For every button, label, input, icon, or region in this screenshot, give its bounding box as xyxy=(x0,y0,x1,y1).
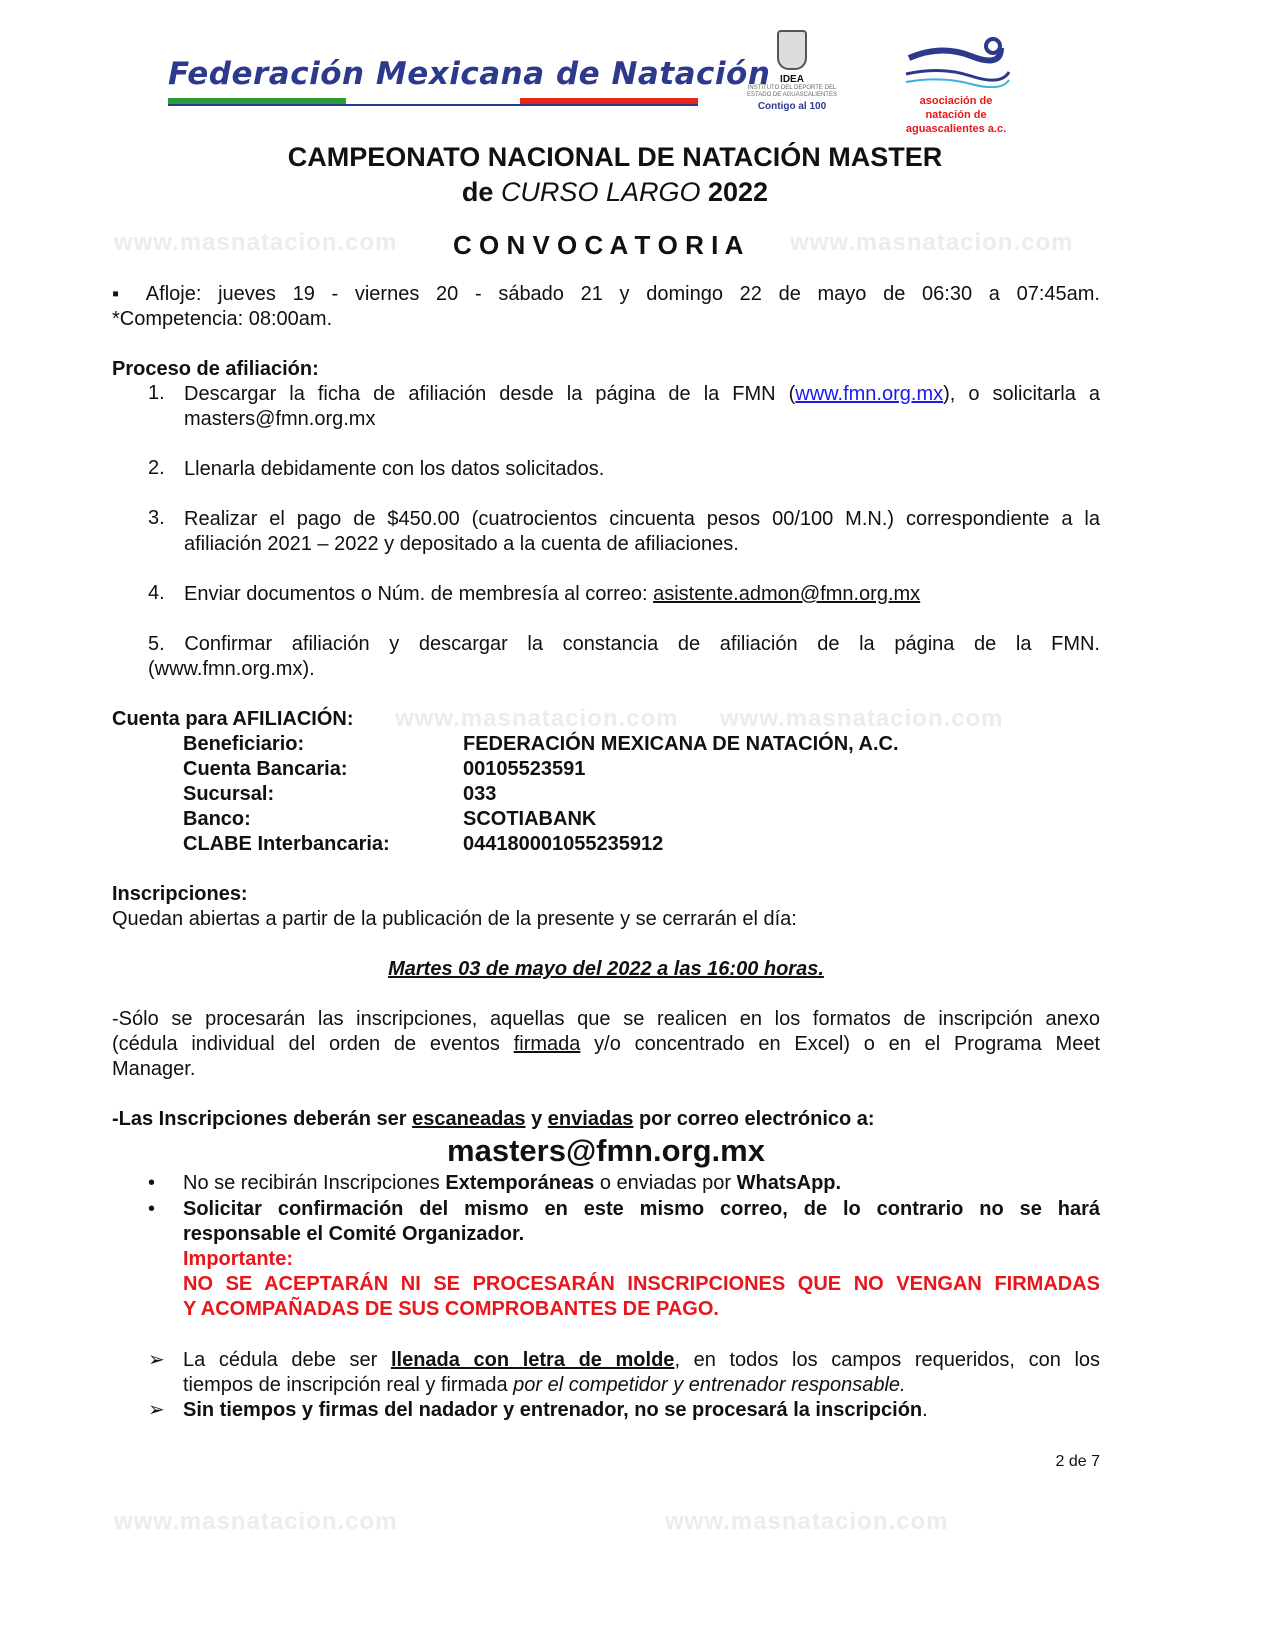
proceso-heading: Proceso de afiliación: xyxy=(112,358,319,380)
competencia-text: *Competencia: 08:00am. xyxy=(112,308,333,330)
coat-of-arms-icon xyxy=(777,30,807,70)
flag-stripe xyxy=(168,98,698,104)
bullet-item: Solicitar confirmación del mismo en este mismo correo, de lo contrario no se hará responsable el Comité Organizador. Importante: NO SE ACEPTARÁN NI SE PROCESARÁN INSCRIPCIONES QUE NO VENGAN FIRMADAS Y ACOMPAÑADAS DE SUS COMPROBANTES DE PAGO. xyxy=(183,1198,1100,1320)
title-line2: de CURSO LARGO 2022 xyxy=(461,177,769,207)
watermark: www.masnatacion.com xyxy=(114,1508,398,1535)
warning-text: Y ACOMPAÑADAS DE SUS COMPROBANTES DE PAGO. xyxy=(183,1298,719,1320)
arrow-item: La cédula debe ser llenada con letra de molde, en todos los campos requeridos, con los tiempos de inscripción real y firmada por el competidor y entrenador responsable. xyxy=(183,1349,1101,1396)
solo-text: Manager. xyxy=(112,1058,196,1080)
arrow-bullet-icon: ➢ xyxy=(148,1349,165,1371)
fmn-link[interactable]: www.fmn.org.mx xyxy=(795,383,944,405)
envio-text: -Las Inscripciones deberán ser escaneadas y enviadas por correo electrónico a: xyxy=(112,1108,875,1130)
fmn-logo: Federación Mexicana de Natación xyxy=(168,56,770,106)
idea-logo: IDEA INSTITUTO DEL DEPORTE DEL ESTADO DE AGUASCALIENTES Contigo al 100 xyxy=(740,30,844,113)
title-line1: CAMPEONATO NACIONAL DE NATACIÓN MASTER xyxy=(287,142,943,172)
arrow-item: Sin tiempos y firmas del nadador y entrenador, no se procesará la inscripción. xyxy=(183,1399,928,1421)
watermark: www.masnatacion.com xyxy=(114,229,398,256)
account-row: CLABE Interbancaria: 044180001055235912 xyxy=(183,833,664,855)
solo-text: (cédula individual del orden de eventos firmada y/o concentrado en Excel) o en el Programa Meet xyxy=(112,1033,1101,1055)
watermark: www.masnatacion.com xyxy=(720,705,1004,732)
watermark: www.masnatacion.com xyxy=(395,705,679,732)
inscripciones-heading: Inscripciones: xyxy=(112,883,248,905)
afloje-text: ▪ Afloje: jueves 19 - viernes 20 - sábado 21 y domingo 22 de mayo de 06:30 a 07:45am. xyxy=(112,283,1100,305)
asociacion-logo: asociación de natación de aguascalientes a.c. xyxy=(896,36,1016,136)
deadline: Martes 03 de mayo del 2022 a las 16:00 horas. xyxy=(388,958,824,980)
account-row: Sucursal: 033 xyxy=(183,783,497,805)
list-item: 5. Confirmar afiliación y descargar la constancia de afiliación de la página de la FMN. (www.fmn.org.mx). xyxy=(148,633,1100,680)
bullet-icon: • xyxy=(148,1172,156,1194)
watermark: www.masnatacion.com xyxy=(665,1508,949,1535)
cuenta-heading: Cuenta para AFILIACIÓN: xyxy=(112,708,354,730)
email-address[interactable]: masters@fmn.org.mx xyxy=(447,1133,765,1168)
solo-text: -Sólo se procesarán las inscripciones, aquellas que se realicen en los formatos de inscripción anexo xyxy=(112,1008,1100,1030)
convocatoria-heading: C O N V O C A T O R I A xyxy=(453,230,744,260)
bullet-icon: • xyxy=(148,1198,156,1220)
page-number: 2 de 7 xyxy=(1055,1453,1100,1470)
account-row: Cuenta Bancaria: 00105523591 xyxy=(183,758,586,780)
arrow-bullet-icon: ➢ xyxy=(148,1399,165,1421)
swimmer-icon xyxy=(901,36,1011,88)
warning-text: NO SE ACEPTARÁN NI SE PROCESARÁN INSCRIPCIONES QUE NO VENGAN FIRMADAS xyxy=(183,1273,1100,1295)
email-link[interactable]: asistente.admon@fmn.org.mx xyxy=(653,583,921,605)
bullet-item: No se recibirán Inscripciones Extemporáneas o enviadas por WhatsApp. xyxy=(183,1172,842,1194)
inscripciones-text: Quedan abiertas a partir de la publicación de la presente y se cerrarán el día: xyxy=(112,908,797,930)
importante-label: Importante: xyxy=(183,1248,293,1270)
account-row: Banco: SCOTIABANK xyxy=(183,808,597,830)
watermark: www.masnatacion.com xyxy=(790,229,1074,256)
account-row: Beneficiario: FEDERACIÓN MEXICANA DE NATACIÓN, A.C. xyxy=(183,733,899,755)
